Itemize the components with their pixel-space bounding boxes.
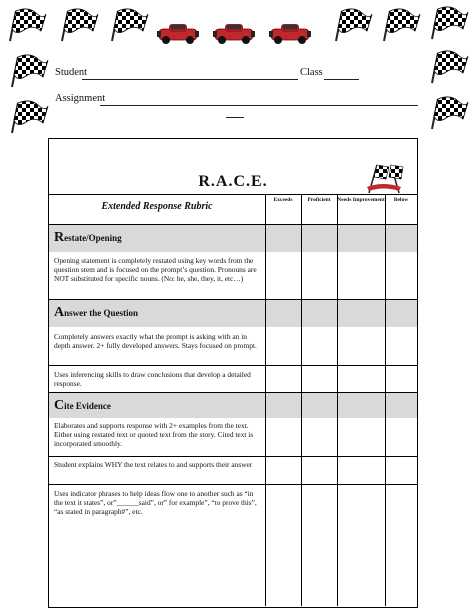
section-cite	[49, 392, 417, 418]
checkered-flag-icon	[426, 96, 470, 130]
rubric-subtitle: Extended Response Rubric	[101, 201, 213, 212]
checkered-flag-icon	[4, 8, 48, 42]
race-car-icon	[212, 20, 256, 46]
assignment-line-2[interactable]	[226, 117, 244, 118]
race-car-icon	[156, 20, 200, 46]
assignment-line[interactable]	[100, 105, 418, 106]
section-title: ite Evidence	[64, 401, 111, 411]
student-label: Student	[55, 67, 88, 78]
checkered-flag-icon	[6, 100, 50, 134]
criterion-text: Elaborates and supports response with 2+ examples from the text. Either using restated text or quoted text from the story. Cited text is incorporated smoothly.	[54, 421, 254, 448]
checkered-flag-icon	[378, 8, 422, 42]
class-line[interactable]	[324, 79, 359, 80]
assignment-label: Assignment	[55, 93, 106, 104]
checkered-flag-icon	[330, 8, 374, 42]
criterion-text: Uses inferencing skills to draw conclusions that develop a detailed response.	[54, 370, 251, 388]
criterion-text: Uses indicator phrases to help ideas flow one to another such as “in the text it states”, or”______said”, or” for example”, “to prove this”, “as stated in paragraph#”, etc.	[54, 489, 257, 516]
section-answer	[49, 299, 417, 327]
race-car-icon	[268, 20, 312, 46]
criterion-text: Student explains WHY the text relates to and supports their answer	[54, 460, 253, 469]
class-label: Class	[300, 67, 323, 78]
criterion-text: Opening statement is completely restated using key words from the question stem and is focused on the prompt’s question. Pronouns are NOT substituted for specific nouns. (No: he, she, they, it, etc…)	[54, 256, 257, 283]
checkered-flag-icon	[56, 8, 100, 42]
rubric-header-row	[49, 194, 417, 225]
section-title: estate/Opening	[64, 233, 122, 243]
column-header-needs-improvement: Needs Improvement	[337, 197, 385, 203]
criterion-text: Completely answers exactly what the prompt is asking with an in depth answer. 2+ fully developed answers. Stays focused on prompt.	[54, 332, 257, 350]
section-title: nswer the Question	[64, 308, 138, 318]
section-restate	[49, 224, 417, 252]
column-header-below: Below	[393, 197, 409, 203]
column-header-proficient: Proficient	[307, 197, 331, 203]
checkered-flag-icon	[426, 50, 470, 84]
checkered-flag-icon	[6, 54, 50, 88]
student-name-line[interactable]	[82, 79, 298, 80]
checkered-flag-icon	[106, 8, 150, 42]
section-initial: C	[54, 398, 65, 413]
rubric-title: R.A.C.E.	[198, 173, 268, 190]
rubric-table	[48, 138, 418, 608]
crossed-flags-icon	[359, 161, 409, 195]
column-header-exceeds: Exceeds	[273, 197, 293, 203]
section-initial: A	[54, 305, 65, 320]
section-initial: R	[54, 230, 65, 245]
checkered-flag-icon	[426, 6, 470, 40]
